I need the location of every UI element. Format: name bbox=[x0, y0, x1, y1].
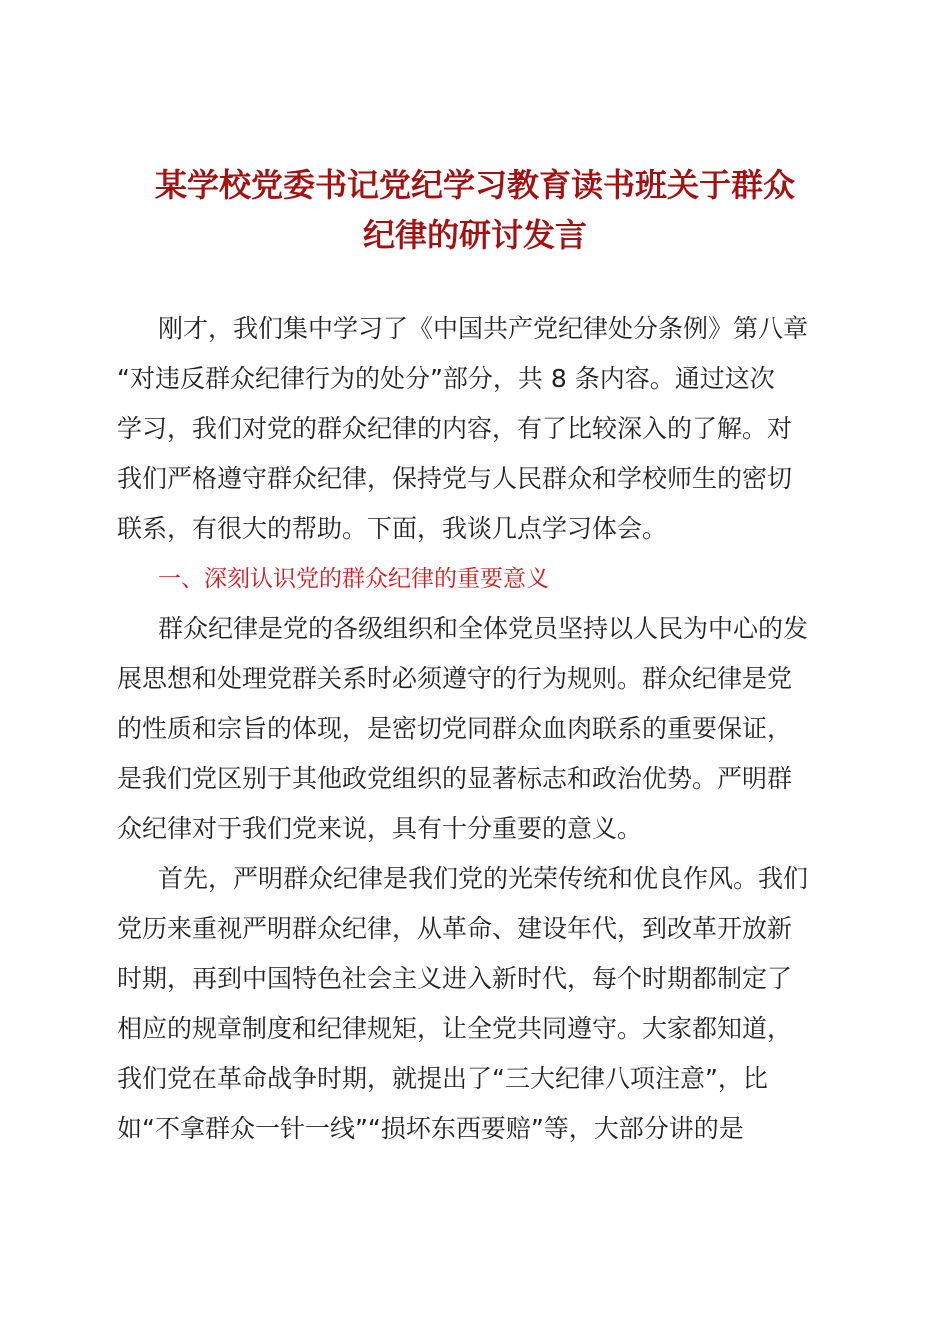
text-line: 刚才，我们集中学习了《中国共产党纪律处分条例》第八章 bbox=[158, 314, 809, 343]
text-line: 众纪律对于我们党来说，具有十分重要的意义。 bbox=[117, 814, 643, 843]
text-line: 展思想和处理党群关系时必须遵守的行为规则。群众纪律是党 bbox=[117, 664, 793, 693]
heading-line: 一、深刻认识党的群众纪律的重要意义 bbox=[158, 566, 549, 592]
text-line: 如“不拿群众一针一线”“损坏东西要赔”等，大部分讲的是 bbox=[117, 1114, 744, 1143]
text-line: 相应的规章制度和纪律规矩，让全党共同遵守。大家都知道， bbox=[117, 1014, 793, 1043]
text-line: 联系，有很大的帮助。下面，我谈几点学习体会。 bbox=[117, 514, 668, 543]
text-line: 我们严格遵守群众纪律，保持党与人民群众和学校师生的密切 bbox=[117, 464, 793, 493]
text-line: “对违反群众纪律行为的处分”部分，共 8 条内容。通过这次 bbox=[117, 364, 775, 393]
text-line: 我们党在革命战争时期，就提出了“三大纪律八项注意”，比 bbox=[117, 1064, 768, 1093]
title-line: 纪律的研讨发言 bbox=[362, 216, 587, 254]
text-line: 群众纪律是党的各级组织和全体党员坚持以人民为中心的发 bbox=[158, 614, 809, 643]
document-title bbox=[100, 160, 850, 260]
title-line: 某学校党委书记党纪学习教育读书班关于群众 bbox=[154, 166, 795, 204]
section-heading bbox=[117, 554, 833, 604]
document-body bbox=[117, 304, 833, 1154]
text-line: 党历来重视严明群众纪律，从革命、建设年代，到改革开放新 bbox=[117, 914, 793, 943]
text-line: 时期，再到中国特色社会主义进入新时代，每个时期都制定了 bbox=[117, 964, 793, 993]
text-line: 学习，我们对党的群众纪律的内容，有了比较深入的了解。对 bbox=[117, 414, 793, 443]
text-line: 首先，严明群众纪律是我们党的光荣传统和优良作风。我们 bbox=[158, 864, 809, 893]
text-line: 的性质和宗旨的体现，是密切党同群众血肉联系的重要保证， bbox=[117, 714, 793, 743]
text-line: 是我们党区别于其他政党组织的显著标志和政治优势。严明群 bbox=[117, 764, 793, 793]
paragraph-definition bbox=[117, 604, 833, 854]
paragraph-intro bbox=[117, 304, 833, 554]
paragraph-first-point bbox=[117, 854, 833, 1154]
